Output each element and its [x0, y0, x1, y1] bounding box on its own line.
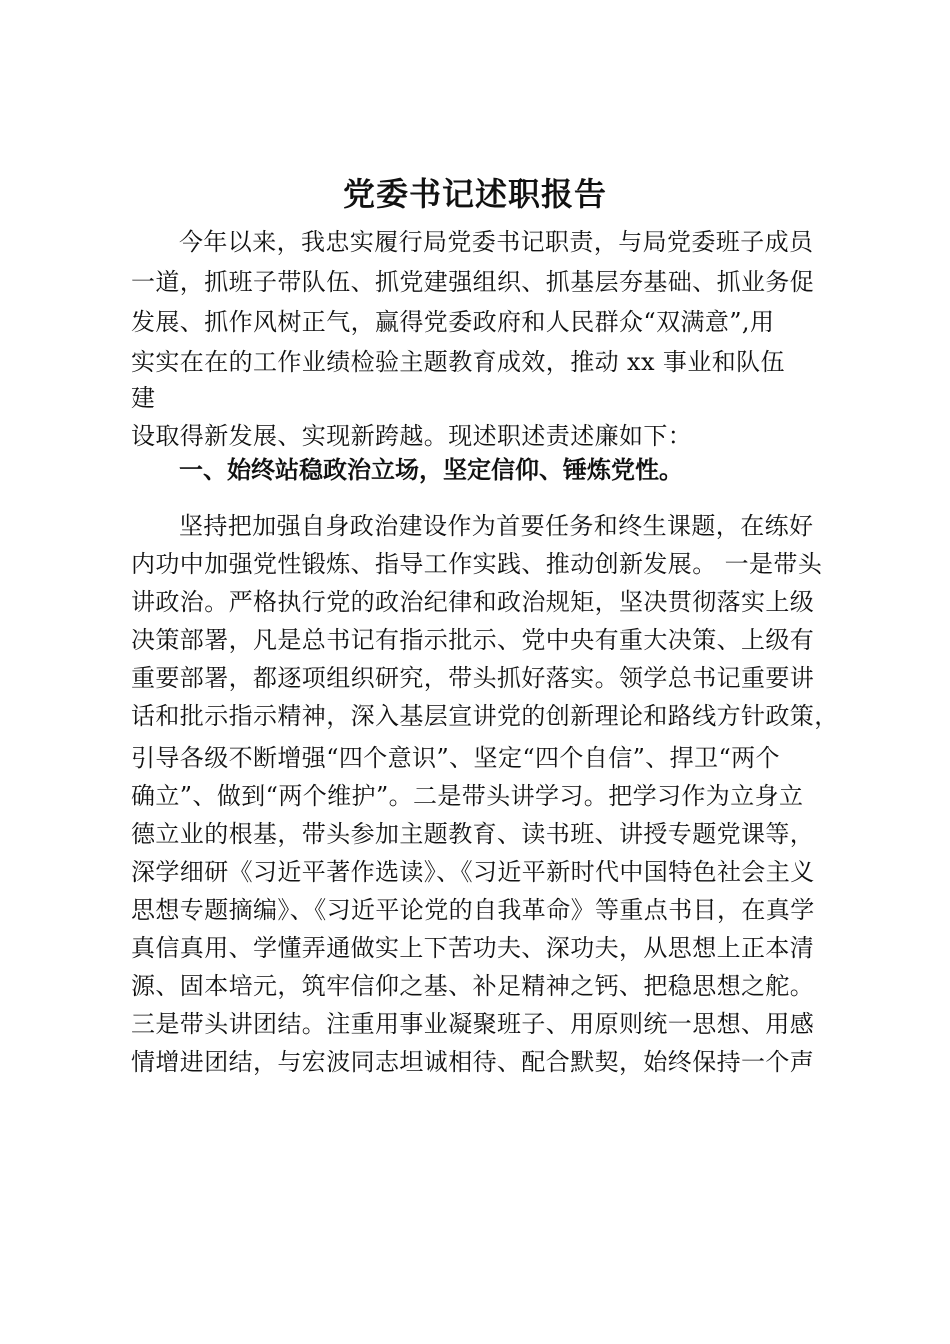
paragraph-line: 内功中加强党性锻炼、指导工作实践、推动创新发展。 一是带头 [131, 550, 823, 578]
paragraph-line: 讲政治。严格执行党的政治纪律和政治规矩，坚决贯彻落实上级 [131, 588, 815, 616]
paragraph-line: 德立业的根基，带头参加主题教育、读书班、讲授专题党课等， [131, 820, 815, 848]
paragraph-line: 一道，抓班子带队伍、抓党建强组织、抓基层夯基础、抓业务促 [131, 268, 815, 296]
paragraph-line: 源、固本培元，筑牢信仰之基、补足精神之钙、把稳思想之舵。 [131, 972, 815, 1000]
document-title: 党委书记述职报告 [342, 175, 607, 213]
paragraph-line: 设取得新发展、实现新跨越。现述职述责述廉如下： [131, 422, 693, 450]
paragraph-line: 真信真用、学懂弄通做实上下苦功夫、深功夫，从思想上正本清 [131, 934, 815, 962]
paragraph-line: 今年以来，我忠实履行局党委书记职责，与局党委班子成员 [179, 228, 814, 256]
paragraph-line: 思想专题摘编》、《习近平论党的自我革命》等重点书目，在真学 [131, 896, 815, 924]
paragraph-line: 话和批示指示精神，深入基层宣讲党的创新理论和路线方针政策， [131, 702, 839, 730]
paragraph-line: 确立”、做到“两个维护”。二是带头讲学习。把学习作为立身立 [131, 782, 804, 810]
paragraph-line: 发展、抓作风树正气，赢得党委政府和人民群众“双满意”,用 [131, 308, 775, 336]
paragraph-line: 引导各级不断增强“四个意识”、坚定“四个自信”、捍卫“两个 [131, 744, 780, 772]
paragraph-line: 深学细研《习近平著作选读》、《习近平新时代中国特色社会主义 [131, 858, 815, 886]
paragraph-line: 建 [131, 384, 156, 412]
paragraph-line: 三是带头讲团结。注重用事业凝聚班子、用原则统一思想、用感 [131, 1010, 815, 1038]
paragraph-line: 决策部署，凡是总书记有指示批示、党中央有重大决策、上级有 [131, 626, 815, 654]
paragraph-line: 重要部署，都逐项组织研究，带头抓好落实。领学总书记重要讲 [131, 664, 815, 692]
paragraph-line: 实实在在的工作业绩检验主题教育成效，推动 xx 事业和队伍 [131, 348, 785, 376]
paragraph-line: 坚持把加强自身政治建设作为首要任务和终生课题，在练好 [179, 512, 814, 540]
paragraph-line: 情增进团结，与宏波同志坦诚相待、配合默契，始终保持一个声 [131, 1048, 815, 1076]
section-heading: 一、始终站稳政治立场，坚定信仰、锤炼党性。 [179, 456, 683, 484]
